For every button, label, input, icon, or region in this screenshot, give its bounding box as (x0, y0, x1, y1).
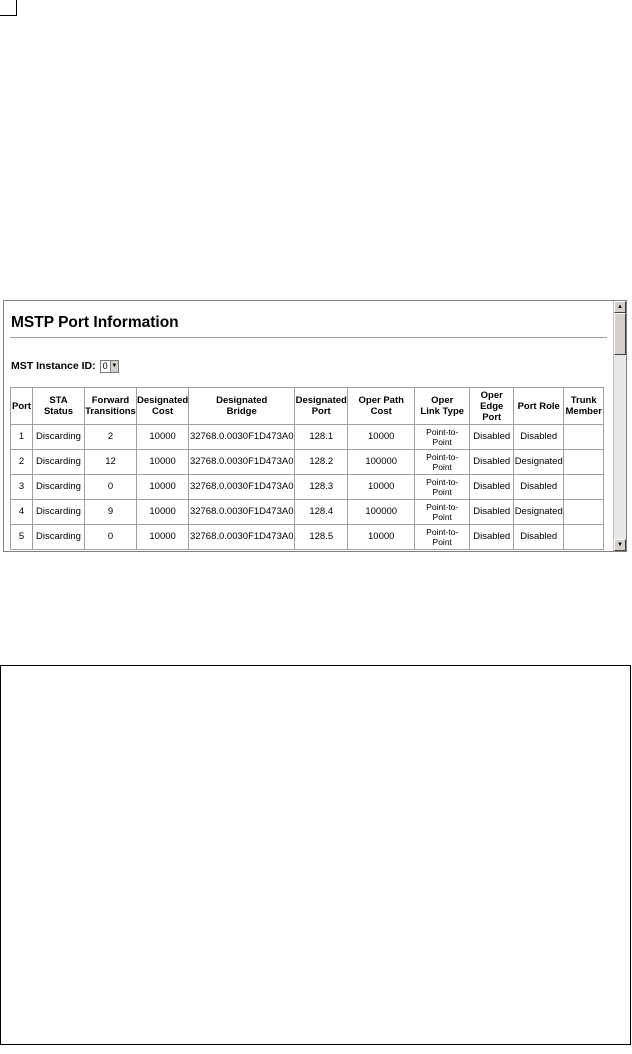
column-header-text: Cost (370, 406, 392, 417)
table-row (11, 475, 604, 500)
browser-window (3, 300, 627, 552)
column-header (189, 388, 295, 425)
cell-trunk (564, 475, 604, 500)
column-header (33, 388, 85, 425)
column-header-text: Status (43, 406, 74, 417)
column-header-text: Port (311, 406, 331, 417)
cell-transitions: 12 (85, 450, 137, 475)
column-header-text: Trunk (570, 395, 597, 406)
column-header-text: Port (12, 400, 31, 412)
column-header-text: Member (565, 406, 602, 417)
cell-text: Point (432, 537, 452, 547)
cell-trunk (564, 425, 604, 450)
cell-role: Disabled (514, 475, 564, 500)
cell-link-type (415, 475, 470, 500)
table-row (11, 500, 604, 525)
cell-cost: 10000 (137, 425, 189, 450)
column-header-text: Edge (480, 400, 504, 412)
cell-link-type (415, 500, 470, 525)
cell-dport: 128.4 (295, 500, 348, 525)
cell-trunk (564, 500, 604, 525)
column-header-text: Port Role (517, 400, 560, 412)
cell-trunk (564, 450, 604, 475)
column-header (85, 388, 137, 425)
cell-bridge: 32768.0.0030F1D473A0 (189, 475, 295, 500)
column-header (470, 388, 514, 425)
cell-port: 5 (11, 525, 33, 550)
cell-cost: 10000 (137, 500, 189, 525)
cell-status: Discarding (33, 475, 85, 500)
cell-text: Point-to- (426, 527, 459, 537)
cell-edge: Disabled (470, 475, 514, 500)
cell-status: Discarding (33, 425, 85, 450)
cell-trunk (564, 525, 604, 550)
cell-dport: 128.1 (295, 425, 348, 450)
cell-transitions: 2 (85, 425, 137, 450)
cell-port: 4 (11, 500, 33, 525)
cell-path-cost: 10000 (348, 525, 415, 550)
table-header-row (11, 388, 604, 425)
column-header-text: Designated (295, 395, 347, 406)
vertical-scrollbar[interactable] (613, 301, 626, 551)
column-header-text: Oper (480, 389, 503, 401)
cell-bridge: 32768.0.0030F1D473A0 (189, 500, 295, 525)
column-header-text: STA (49, 395, 68, 406)
cell-transitions: 0 (85, 475, 137, 500)
cell-dport: 128.3 (295, 475, 348, 500)
cell-text: Point-to- (426, 452, 459, 462)
column-header (137, 388, 189, 425)
cell-dport: 128.5 (295, 525, 348, 550)
cell-text: Point (432, 462, 452, 472)
column-header (295, 388, 348, 425)
mst-instance-label: MST Instance ID: (11, 360, 96, 372)
table-body (11, 425, 604, 550)
cell-path-cost: 100000 (348, 500, 415, 525)
cell-text: Point (432, 512, 452, 522)
page-content (4, 301, 616, 552)
empty-frame (0, 665, 631, 1045)
table-row (11, 425, 604, 450)
cell-link-type (415, 525, 470, 550)
scroll-thumb[interactable] (614, 313, 626, 355)
table-row (11, 525, 604, 550)
cell-port: 1 (11, 425, 33, 450)
crop-mark-horizontal (0, 15, 17, 16)
cell-status: Discarding (33, 500, 85, 525)
cell-port: 2 (11, 450, 33, 475)
cell-text: Point-to- (426, 502, 459, 512)
cell-role: Disabled (514, 425, 564, 450)
chevron-down-icon[interactable]: ▼ (110, 361, 118, 372)
column-header-text: Transitions (85, 406, 136, 417)
column-header-text: Cost (152, 406, 174, 417)
column-header (514, 388, 564, 425)
cell-path-cost: 10000 (348, 425, 415, 450)
cell-path-cost: 100000 (348, 450, 415, 475)
column-header-text: Forward (91, 395, 130, 406)
page-title: MSTP Port Information (11, 314, 179, 331)
cell-status: Discarding (33, 525, 85, 550)
cell-edge: Disabled (470, 450, 514, 475)
cell-text: Point (432, 437, 452, 447)
cell-cost: 10000 (137, 450, 189, 475)
cell-role: Disabled (514, 525, 564, 550)
mst-instance-select[interactable] (100, 360, 119, 373)
cell-status: Discarding (33, 450, 85, 475)
column-header (415, 388, 470, 425)
cell-bridge: 32768.0.0030F1D473A0 (189, 450, 295, 475)
cell-text: Point (432, 487, 452, 497)
column-header-text: Bridge (226, 406, 257, 417)
column-header-text: Oper (431, 395, 454, 406)
cell-path-cost: 10000 (348, 475, 415, 500)
cell-edge: Disabled (470, 425, 514, 450)
column-header-text: Designated (137, 395, 189, 406)
cell-text: Point-to- (426, 427, 459, 437)
column-header-text: Link Type (420, 406, 465, 417)
column-header-text: Oper Path (358, 395, 404, 406)
column-header (11, 388, 33, 425)
cell-edge: Disabled (470, 525, 514, 550)
scroll-down-button[interactable]: ▼ (614, 539, 626, 551)
cell-link-type (415, 425, 470, 450)
cell-role: Designated (514, 500, 564, 525)
scroll-up-button[interactable]: ▲ (614, 301, 626, 313)
cell-cost: 10000 (137, 475, 189, 500)
cell-transitions: 9 (85, 500, 137, 525)
cell-role: Designated (514, 450, 564, 475)
mst-instance-value: 0 (102, 361, 108, 371)
cell-link-type (415, 450, 470, 475)
cell-port: 3 (11, 475, 33, 500)
crop-mark-vertical (16, 0, 17, 16)
mst-instance-row (11, 357, 119, 375)
column-header (564, 388, 604, 425)
cell-edge: Disabled (470, 500, 514, 525)
cell-bridge: 32768.0.0030F1D473A0 (189, 525, 295, 550)
cell-dport: 128.2 (295, 450, 348, 475)
column-header (348, 388, 415, 425)
column-header-text: Designated (216, 395, 268, 406)
port-info-table (10, 387, 604, 550)
cell-cost: 10000 (137, 525, 189, 550)
title-divider (10, 337, 607, 338)
column-header-text: Port (482, 411, 502, 423)
table-row (11, 450, 604, 475)
cell-text: Point-to- (426, 477, 459, 487)
cell-bridge: 32768.0.0030F1D473A0 (189, 425, 295, 450)
cell-transitions: 0 (85, 525, 137, 550)
